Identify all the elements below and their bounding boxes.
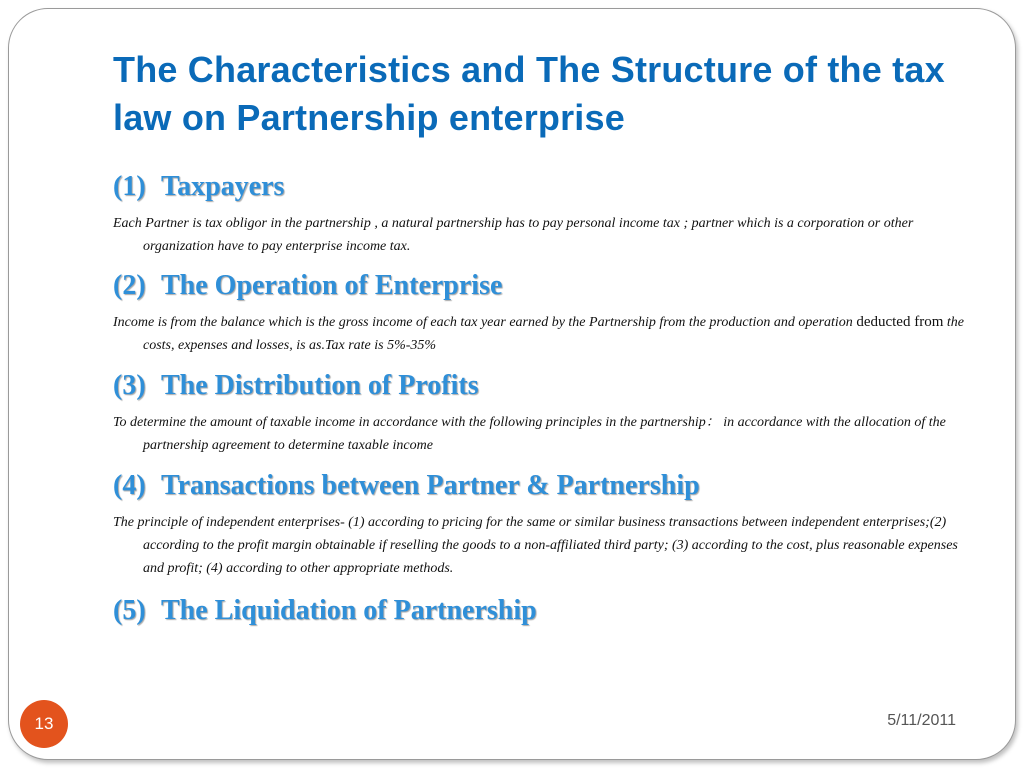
section-number: (3) xyxy=(113,370,146,401)
section-body: The principle of independent enterprises- (1) according to pricing for the same or similar business transactions between independent enterprises;(2) according to the profit margin obtainable if reselling the goods to a non-affiliated third party; (3) according to the cost, plus reasonable expenses and profit; (4) according to other appropriate methods. xyxy=(113,515,958,576)
section-title: The Liquidation of Partnership xyxy=(161,595,537,626)
slide-number: 13 xyxy=(34,714,54,733)
section-title: The Distribution of Profits xyxy=(161,370,479,401)
section-title: The Operation of Enterprise xyxy=(161,270,503,301)
slide-number-badge xyxy=(20,700,68,748)
section-heading xyxy=(113,168,973,206)
slide-content xyxy=(113,168,973,630)
section-body xyxy=(113,311,973,357)
section-body-plain: deducted from xyxy=(856,314,944,330)
section-heading xyxy=(113,592,973,630)
section-heading xyxy=(113,267,973,305)
section-heading xyxy=(113,367,973,405)
section-liquidation xyxy=(113,592,973,630)
section-number: (4) xyxy=(113,470,146,501)
slide-title: The Characteristics and The Structure of the tax law on Partnership enterprise xyxy=(113,49,945,138)
slide-date: 5/11/2011 xyxy=(887,712,956,729)
section-body: To determine the amount of taxable income in accordance with the following principles in the partnership： in accordance with the allocation of the partnership agreement to determine taxable income xyxy=(113,415,946,453)
section-number: (2) xyxy=(113,270,146,301)
section-operation-of-enterprise xyxy=(113,267,973,357)
section-body-part2: the costs, expenses and losses, is as.Tax rate is 5%-35% xyxy=(143,315,964,353)
section-title: Transactions between Partner & Partnership xyxy=(161,470,700,501)
section-heading xyxy=(113,467,973,505)
section-number: (1) xyxy=(113,171,146,202)
section-taxpayers xyxy=(113,168,973,258)
section-body-part1: Income is from the balance which is the gross income of each tax year earned by the Partnership from the production and operation xyxy=(113,315,857,330)
section-number: (5) xyxy=(113,595,146,626)
section-title: Taxpayers xyxy=(161,171,285,202)
section-transactions xyxy=(113,467,973,580)
section-body: Each Partner is tax obligor in the partnership , a natural partnership has to pay personal income tax ; partner which is a corporation or other organization have to pay enterprise income tax. xyxy=(113,216,914,254)
section-distribution-of-profits xyxy=(113,367,973,457)
